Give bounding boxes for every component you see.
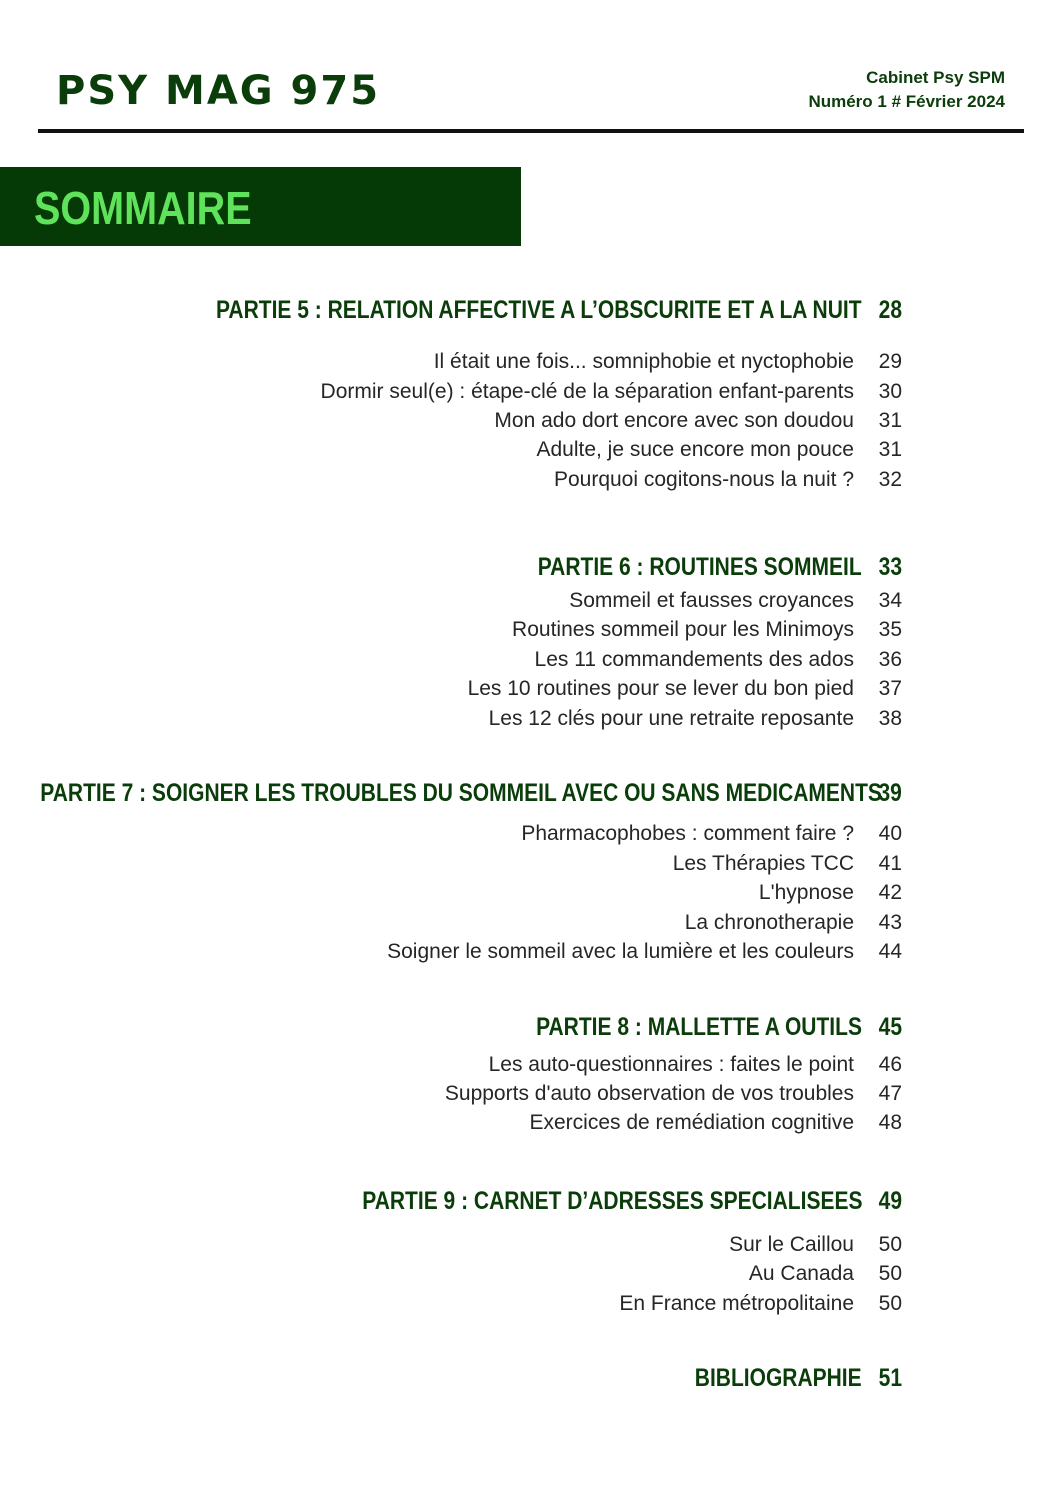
toc-page-number: 43 xyxy=(878,911,902,934)
issue-number: Numéro 1 # Février 2024 xyxy=(808,92,1005,111)
toc-item[interactable] xyxy=(40,468,902,492)
sommaire-banner xyxy=(0,167,521,246)
toc-page-number: 37 xyxy=(878,677,902,700)
toc-bibliography[interactable] xyxy=(40,1364,902,1393)
toc-page-number: 29 xyxy=(878,350,902,373)
toc-page-number: 50 xyxy=(878,1233,902,1256)
toc-part-5[interactable] xyxy=(40,296,902,325)
toc-page-number: 48 xyxy=(878,1111,902,1134)
toc-item-label: Il était une fois... somniphobie et nyctophobie xyxy=(433,350,854,373)
toc-item[interactable] xyxy=(40,1082,902,1106)
toc-item[interactable] xyxy=(40,940,902,964)
toc-item[interactable] xyxy=(40,1292,902,1316)
toc-item-label: Supports d'auto observation de vos troubles xyxy=(444,1082,854,1105)
toc-item-label: Dormir seul(e) : étape-clé de la séparation enfant-parents xyxy=(320,380,854,403)
toc-item-label: La chronotherapie xyxy=(684,911,854,934)
toc-part-6[interactable] xyxy=(40,553,902,582)
toc-item[interactable] xyxy=(40,438,902,462)
toc-part-title: PARTIE 6 : ROUTINES SOMMEIL xyxy=(538,553,862,581)
toc-page-number: 47 xyxy=(878,1082,902,1105)
toc-item-label: Sur le Caillou xyxy=(729,1233,854,1256)
toc-page-number: 31 xyxy=(878,438,902,461)
toc-page-number: 41 xyxy=(878,852,902,875)
toc-item-label: Routines sommeil pour les Minimoys xyxy=(512,618,854,641)
toc-item[interactable] xyxy=(40,648,902,672)
toc-page-number: 49 xyxy=(878,1187,902,1215)
toc-page-number: 45 xyxy=(878,1013,902,1041)
toc-part-8[interactable] xyxy=(40,1013,902,1042)
toc-item[interactable] xyxy=(40,350,902,374)
magazine-title: PSY MAG 975 xyxy=(56,68,381,114)
toc-item[interactable] xyxy=(40,1233,902,1257)
toc-page-number: 39 xyxy=(878,779,902,807)
toc-page-number: 46 xyxy=(878,1053,902,1076)
sommaire-heading: SOMMAIRE xyxy=(34,182,252,234)
toc-page-number: 32 xyxy=(878,468,902,491)
toc-item[interactable] xyxy=(40,618,902,642)
toc-item-label: Pharmacophobes : comment faire ? xyxy=(521,822,854,845)
toc-item-label: En France métropolitaine xyxy=(619,1292,854,1315)
toc-page-number: 28 xyxy=(878,296,902,324)
toc-part-9[interactable] xyxy=(40,1187,902,1216)
toc-part-title: PARTIE 5 : RELATION AFFECTIVE A L’OBSCURITE ET A LA NUIT xyxy=(216,296,862,324)
toc-part-7[interactable] xyxy=(40,779,902,808)
toc-item-label: Mon ado dort encore avec son doudou xyxy=(494,409,854,432)
toc-item-label: Les 12 clés pour une retraite reposante xyxy=(488,707,854,730)
toc-item-label: L'hypnose xyxy=(758,881,854,904)
toc-item[interactable] xyxy=(40,707,902,731)
toc-item[interactable] xyxy=(40,1262,902,1286)
toc-part-title: BIBLIOGRAPHIE xyxy=(695,1364,862,1392)
toc-item[interactable] xyxy=(40,677,902,701)
toc-page-number: 50 xyxy=(878,1262,902,1285)
toc-item[interactable] xyxy=(40,881,902,905)
cabinet-name: Cabinet Psy SPM xyxy=(866,68,1005,87)
toc-item-label: Au Canada xyxy=(748,1262,854,1285)
toc-part-title: PARTIE 7 : SOIGNER LES TROUBLES DU SOMMEIL AVEC OU SANS MEDICAMENTS xyxy=(40,779,883,807)
toc-item-label: Les Thérapies TCC xyxy=(672,852,854,875)
toc-item-label: Pourquoi cogitons-nous la nuit ? xyxy=(553,468,854,491)
toc-page-number: 38 xyxy=(878,707,902,730)
toc-page-number: 42 xyxy=(878,881,902,904)
toc-page-number: 40 xyxy=(878,822,902,845)
toc-item[interactable] xyxy=(40,911,902,935)
toc-item[interactable] xyxy=(40,1111,902,1135)
toc-page-number: 50 xyxy=(878,1292,902,1315)
toc-item-label: Les auto-questionnaires : faites le point xyxy=(488,1053,854,1076)
issue-info xyxy=(808,66,1005,114)
toc-item[interactable] xyxy=(40,409,902,433)
toc-part-title: PARTIE 9 : CARNET D’ADRESSES SPECIALISEES xyxy=(361,1187,862,1215)
toc-item[interactable] xyxy=(40,822,902,846)
toc-part-title: PARTIE 8 : MALLETTE A OUTILS xyxy=(536,1013,862,1041)
toc-page-number: 30 xyxy=(878,380,902,403)
toc-page-number: 35 xyxy=(878,618,902,641)
toc-item[interactable] xyxy=(40,1053,902,1077)
toc-page-number: 51 xyxy=(878,1364,902,1392)
toc-item-label: Les 11 commandements des ados xyxy=(534,648,854,671)
toc-page-number: 44 xyxy=(878,940,902,963)
toc-item[interactable] xyxy=(40,852,902,876)
toc-item-label: Adulte, je suce encore mon pouce xyxy=(536,438,854,461)
toc-item-label: Soigner le sommeil avec la lumière et les couleurs xyxy=(387,940,854,963)
toc-item-label: Les 10 routines pour se lever du bon pied xyxy=(467,677,854,700)
toc-page-number: 33 xyxy=(878,553,902,581)
header-divider xyxy=(38,129,1024,133)
toc-page-number: 31 xyxy=(878,409,902,432)
toc-page-number: 34 xyxy=(878,589,902,612)
toc-item[interactable] xyxy=(40,380,902,404)
toc-item-label: Exercices de remédiation cognitive xyxy=(529,1111,854,1134)
toc-item-label: Sommeil et fausses croyances xyxy=(569,589,854,612)
toc-item[interactable] xyxy=(40,589,902,613)
toc-page-number: 36 xyxy=(878,648,902,671)
